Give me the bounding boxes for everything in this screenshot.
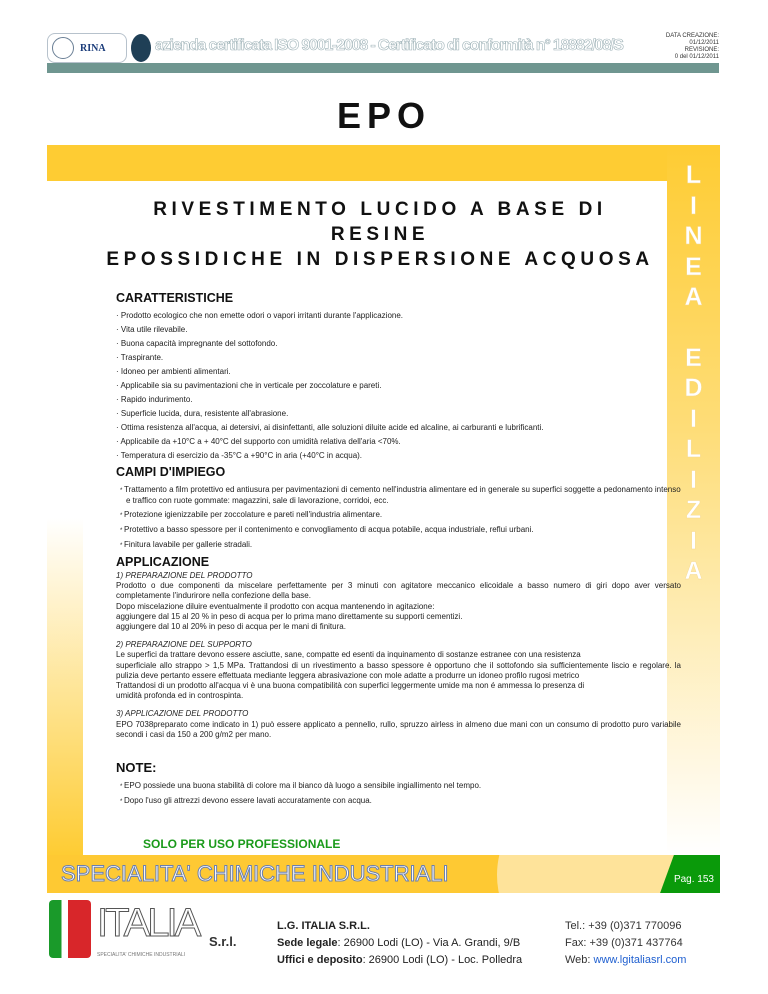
company-contacts <box>565 918 686 969</box>
section-heading: CAMPI D'IMPIEGO <box>116 465 226 479</box>
step-text: EPO 7038preparato come indicato in 1) può essere applicato a pennello, rullo, spruzzo airless in almeno due mani con un consumo di prodotto puro variabile secondi i casi da 150 a 200 g/m2 per mano. <box>116 719 681 739</box>
professional-use-notice: SOLO PER USO PROFESSIONALE <box>143 837 341 852</box>
rina-label: RINA <box>80 43 106 54</box>
lg-mark-icon <box>49 900 91 958</box>
product-name: EPO <box>336 95 432 136</box>
uffici-label: Uffici e deposito <box>277 954 363 966</box>
side-letter: I <box>690 404 697 433</box>
list-item: * Protettivo a basso spessore per il contenimento e convogliamento di acqua potabile, acqua industriale, reflui urbani. <box>116 525 681 536</box>
certification-header <box>47 33 719 63</box>
step-text: Trattandosi di un prodotto all'acqua vi è una buona compatibilità con superfici leggermente umide ma non é ammessa lo presenza di <box>116 681 585 691</box>
step-title: 2) PREPARAZIONE DEL SUPPORTO <box>116 640 252 650</box>
side-letter: E <box>685 252 702 281</box>
list-item: · Rapido indurimento. <box>116 395 681 405</box>
meta-created: 01/12/2011 <box>689 40 719 46</box>
doc-meta <box>666 33 719 61</box>
list-item: * Finitura lavabile per gallerie stradali. <box>116 540 681 551</box>
section-heading: APPLICAZIONE <box>116 555 210 569</box>
sede-address: : 26900 Lodi (LO) - Via A. Grandi, 9/B <box>337 937 521 949</box>
title-line: RIVESTIMENTO LUCIDO A BASE DI RESINE <box>153 199 607 245</box>
content <box>116 291 681 851</box>
side-letter: I <box>690 465 697 494</box>
caratteristiche-list <box>116 311 681 461</box>
list-item: · Applicabile da +10°C a + 40°C del supporto con umidità relativa dell'aria <70%. <box>116 437 681 447</box>
list-item: · Ottima resistenza all'acqua, ai detersivi, ai disinfettanti, alle soluzioni diluite acide ed alcaline, ai carburanti e lubrificanti. <box>116 423 681 433</box>
step-text: Le superfici da trattare devono essere asciutte, sane, compatte ed esenti da inquinamento di sostanze estranee con una resistenza <box>116 650 581 660</box>
step-text: aggiungere dal 10 al 20% in peso di acqua per le mani di finitura. <box>116 622 346 632</box>
section-heading: NOTE: <box>116 760 157 776</box>
phone: Tel.: +39 (0)371 770096 <box>565 920 682 932</box>
list-item: * Protezione igienizzabile per zoccolature e pareti nell'industria alimentare. <box>116 510 681 521</box>
list-item: · Buona capacità impregnante del sottofondo. <box>116 339 681 349</box>
logo-srl: S.r.l. <box>209 934 237 949</box>
footer-band <box>47 855 720 893</box>
side-letter: I <box>690 526 697 555</box>
logo-text: ITALIA <box>97 901 199 945</box>
step-text: superficiale allo strappo > 1,5 MPa. Trattandosi di un rivestimento a basso spessore è opportuno che il sottofondo sia sufficientemente liscio e regolare. la pulizia deve pertanto essere effettuata mediante leggera abrasivazione con mole adatte a produrre un idoneo profilo rugosi metrico <box>116 660 681 680</box>
company-name: L.G. ITALIA S.R.L. <box>277 920 370 932</box>
uffici-address: : 26900 Lodi (LO) - Loc. Polledra <box>362 954 523 966</box>
note-list <box>116 781 681 807</box>
list-item: · Prodotto ecologico che non emette odori o vapori irritanti durante l'applicazione. <box>116 311 681 321</box>
list-item: · Temperatura di esercizio da -35°C a +90°C in aria (+40°C in acqua). <box>116 451 681 461</box>
cert-line: azienda certificata ISO 9001-2008 - Certificato di conformità n° 18882/08/S <box>155 37 623 54</box>
side-letter: D <box>684 374 703 402</box>
applicazione-body <box>116 571 681 740</box>
step-text: Dopo miscelazione diluire eventualmente il prodotto con acqua mantenendo in agitazione: <box>116 601 435 611</box>
side-letter: N <box>684 222 703 250</box>
section-heading: CARATTERISTICHE <box>116 291 234 305</box>
company-address <box>277 918 522 969</box>
list-item: · Applicabile sia su pavimentazioni che in verticale per zoccolature e pareti. <box>116 381 681 391</box>
meta-revision-label: REVISIONE: <box>684 47 719 53</box>
title-line: EPOSSIDICHE IN DISPERSIONE ACQUOSA <box>106 249 654 270</box>
band-title: SPECIALITA' CHIMICHE INDUSTRIALI <box>61 861 449 886</box>
logo-subtitle: SPECIALITA' CHIMICHE INDUSTRIALI <box>97 952 186 958</box>
side-letter: A <box>684 283 703 311</box>
iqnet-icon <box>131 34 151 62</box>
side-letter: E <box>685 343 702 372</box>
meta-created-label: DATA CREAZIONE: <box>665 33 719 39</box>
step-text: aggiungere dal 15 al 20 % in peso di acqua per lo prima mano direttamente su supporti cementizi. <box>116 611 463 621</box>
application-step <box>116 709 681 740</box>
side-letter: L <box>685 435 702 463</box>
web-label: Web: <box>565 954 594 966</box>
application-step <box>116 571 681 632</box>
step-text: Prodotto o due componenti da miscelare perfettamente per 3 minuti con agitatore meccanico elicoidale a basso numero di giri dopo aver versato completamente l'indurirore nella confezione della base. <box>116 581 681 601</box>
list-item: * Trattamento a film protettivo ed antiusura per pavimentazioni di cemento nell'industria alimentare ed in generale su superfici soggette a pedonamento intenso e traffico con ruote gommate: magazzini, sale di lavorazione, corridoi, ecc. <box>116 485 681 506</box>
sede-label: Sede legale <box>277 937 338 949</box>
fax: Fax: +39 (0)371 437764 <box>565 937 683 949</box>
list-item: · Superficie lucida, dura, resistente all'abrasione. <box>116 409 681 419</box>
list-item: · Idoneo per ambienti alimentari. <box>116 367 681 377</box>
rina-cert-logo <box>47 33 127 63</box>
step-title: 1) PREPARAZIONE DEL PRODOTTO <box>116 571 253 580</box>
list-item: · Vita utile rilevabile. <box>116 325 681 335</box>
frame-left <box>47 181 83 855</box>
website-link[interactable]: www.lgitaliasrl.com <box>593 954 687 966</box>
side-letter: A <box>684 557 703 585</box>
side-letter: Z <box>685 496 702 524</box>
list-item: · Traspirante. <box>116 353 681 363</box>
campi-list <box>116 485 681 551</box>
product-title <box>100 197 660 272</box>
application-step <box>116 640 681 701</box>
frame-top <box>47 145 720 181</box>
list-item: * EPO possiede una buona stabilità di colore ma il bianco dà luogo a sensibile ingiallimento nel tempo. <box>116 781 681 792</box>
list-item: * Dopo l'uso gli attrezzi devono essere lavati accuratamente con acqua. <box>116 796 681 807</box>
side-letter: I <box>690 191 697 220</box>
step-title: 3) APPLICAZIONE DEL PRODOTTO <box>116 709 249 719</box>
header-bar <box>47 63 719 73</box>
company-logo <box>47 900 252 960</box>
page-number: Pag. 153 <box>673 874 714 885</box>
side-letter: L <box>685 161 702 189</box>
step-text: umidità profonda ed in controspinta. <box>116 691 244 701</box>
seal-icon <box>52 37 74 59</box>
meta-revision: 0 del 01/12/2011 <box>674 54 719 60</box>
